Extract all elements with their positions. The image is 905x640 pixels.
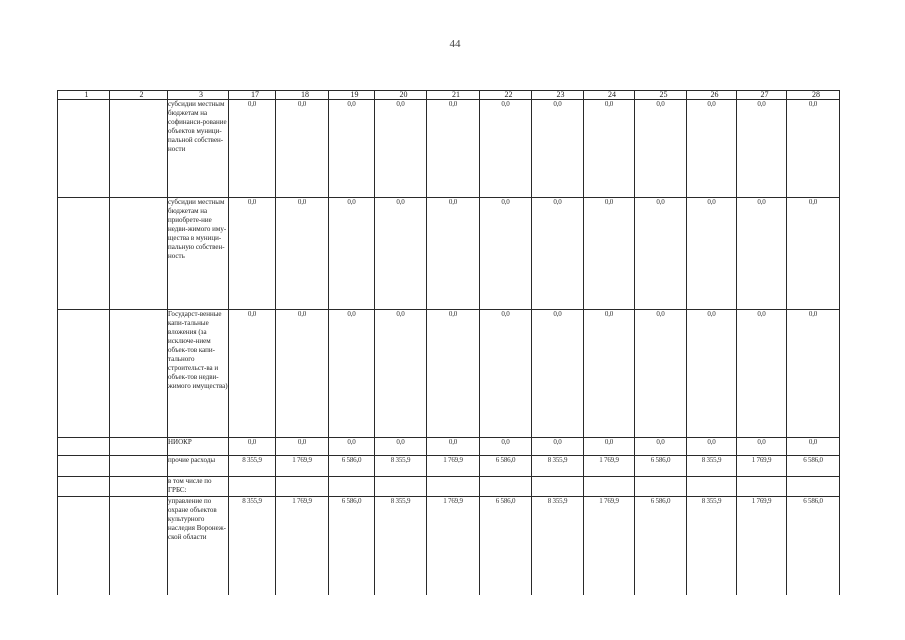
value-cell: 0,0 xyxy=(329,198,375,310)
value-cell xyxy=(480,477,532,497)
header-cell: 25 xyxy=(635,91,687,100)
header-cell: 26 xyxy=(687,91,737,100)
header-cell: 23 xyxy=(532,91,584,100)
value-cell: 0,0 xyxy=(737,438,787,456)
value-cell: 0,0 xyxy=(635,198,687,310)
value-cell: 1 769,9 xyxy=(427,497,480,596)
page-number: 44 xyxy=(449,38,461,50)
empty-cell xyxy=(110,310,168,438)
value-cell: 8 355,9 xyxy=(687,497,737,596)
value-cell xyxy=(375,477,427,497)
value-cell: 0,0 xyxy=(687,100,737,198)
value-cell: 6 586,0 xyxy=(329,497,375,596)
row-label: субсидии местным бюджетам на софинанси-рование объектов муници-пальной собствен-ности xyxy=(168,100,229,198)
value-cell xyxy=(229,477,276,497)
table-row xyxy=(58,310,840,438)
header-cell: 28 xyxy=(787,91,840,100)
value-cell: 6 586,0 xyxy=(480,497,532,596)
value-cell: 0,0 xyxy=(687,198,737,310)
empty-cell xyxy=(58,100,110,198)
value-cell: 1 769,9 xyxy=(737,497,787,596)
header-cell: 1 xyxy=(58,91,110,100)
value-cell: 1 769,9 xyxy=(427,456,480,477)
value-cell xyxy=(276,477,329,497)
row-label: субсидии местным бюджетам на приобрете-ние недви-жимого иму-щества в муници-пальную собствен-ность xyxy=(168,198,229,310)
value-cell: 6 586,0 xyxy=(329,456,375,477)
empty-cell xyxy=(58,497,110,596)
value-cell: 0,0 xyxy=(375,438,427,456)
value-cell: 8 355,9 xyxy=(687,456,737,477)
value-cell: 0,0 xyxy=(737,198,787,310)
value-cell xyxy=(737,477,787,497)
header-cell: 24 xyxy=(584,91,635,100)
value-cell: 0,0 xyxy=(787,310,840,438)
value-cell: 0,0 xyxy=(276,310,329,438)
value-cell: 0,0 xyxy=(480,198,532,310)
value-cell: 0,0 xyxy=(584,198,635,310)
value-cell: 0,0 xyxy=(427,100,480,198)
value-cell: 8 355,9 xyxy=(375,497,427,596)
value-cell: 0,0 xyxy=(427,310,480,438)
table-row xyxy=(58,497,840,596)
value-cell: 0,0 xyxy=(375,100,427,198)
value-cell: 6 586,0 xyxy=(635,456,687,477)
value-cell: 0,0 xyxy=(229,198,276,310)
value-cell: 0,0 xyxy=(635,310,687,438)
value-cell xyxy=(635,477,687,497)
value-cell: 0,0 xyxy=(329,100,375,198)
value-cell: 0,0 xyxy=(635,100,687,198)
value-cell: 0,0 xyxy=(532,438,584,456)
value-cell: 0,0 xyxy=(584,310,635,438)
value-cell: 1 769,9 xyxy=(737,456,787,477)
value-cell: 0,0 xyxy=(229,100,276,198)
value-cell: 0,0 xyxy=(427,438,480,456)
value-cell: 0,0 xyxy=(635,438,687,456)
value-cell: 0,0 xyxy=(737,100,787,198)
value-cell xyxy=(687,477,737,497)
value-cell: 1 769,9 xyxy=(584,456,635,477)
value-cell xyxy=(427,477,480,497)
empty-cell xyxy=(58,198,110,310)
empty-cell xyxy=(58,456,110,477)
empty-cell xyxy=(110,477,168,497)
value-cell: 0,0 xyxy=(687,310,737,438)
header-cell: 21 xyxy=(427,91,480,100)
value-cell: 0,0 xyxy=(329,438,375,456)
value-cell: 1 769,9 xyxy=(276,456,329,477)
header-row xyxy=(58,91,840,100)
value-cell: 8 355,9 xyxy=(375,456,427,477)
value-cell: 0,0 xyxy=(584,438,635,456)
row-label: управление по охране объектов культурного наследия Воронеж-ской области xyxy=(168,497,229,596)
header-cell: 3 xyxy=(168,91,229,100)
value-cell: 0,0 xyxy=(229,310,276,438)
value-cell: 0,0 xyxy=(276,438,329,456)
value-cell: 0,0 xyxy=(532,198,584,310)
value-cell: 0,0 xyxy=(737,310,787,438)
header-cell: 19 xyxy=(329,91,375,100)
row-label: НИОКР xyxy=(168,438,229,456)
value-cell xyxy=(532,477,584,497)
header-cell: 27 xyxy=(737,91,787,100)
table-row xyxy=(58,477,840,497)
value-cell: 6 586,0 xyxy=(480,456,532,477)
header-cell: 20 xyxy=(375,91,427,100)
table-row xyxy=(58,198,840,310)
value-cell: 1 769,9 xyxy=(276,497,329,596)
value-cell: 0,0 xyxy=(532,310,584,438)
value-cell: 0,0 xyxy=(276,198,329,310)
value-cell: 0,0 xyxy=(480,100,532,198)
value-cell xyxy=(787,477,840,497)
value-cell xyxy=(329,477,375,497)
value-cell: 0,0 xyxy=(375,198,427,310)
value-cell: 0,0 xyxy=(480,438,532,456)
value-cell: 0,0 xyxy=(229,438,276,456)
budget-table xyxy=(57,90,840,595)
value-cell: 0,0 xyxy=(329,310,375,438)
value-cell: 6 586,0 xyxy=(635,497,687,596)
value-cell: 0,0 xyxy=(787,198,840,310)
value-cell: 0,0 xyxy=(787,100,840,198)
value-cell: 0,0 xyxy=(532,100,584,198)
row-label: в том числе по ГРБС: xyxy=(168,477,229,497)
header-cell: 18 xyxy=(276,91,329,100)
empty-cell xyxy=(110,198,168,310)
empty-cell xyxy=(110,438,168,456)
value-cell: 8 355,9 xyxy=(229,497,276,596)
header-cell: 22 xyxy=(480,91,532,100)
table-row xyxy=(58,438,840,456)
empty-cell xyxy=(58,438,110,456)
table-row xyxy=(58,456,840,477)
empty-cell xyxy=(110,456,168,477)
value-cell: 0,0 xyxy=(687,438,737,456)
header-cell: 2 xyxy=(110,91,168,100)
value-cell: 0,0 xyxy=(480,310,532,438)
value-cell: 0,0 xyxy=(276,100,329,198)
header-cell: 17 xyxy=(229,91,276,100)
value-cell: 6 586,0 xyxy=(787,497,840,596)
empty-cell xyxy=(110,497,168,596)
value-cell: 8 355,9 xyxy=(532,456,584,477)
value-cell: 8 355,9 xyxy=(229,456,276,477)
value-cell: 1 769,9 xyxy=(584,497,635,596)
value-cell: 0,0 xyxy=(427,198,480,310)
value-cell xyxy=(584,477,635,497)
value-cell: 0,0 xyxy=(584,100,635,198)
row-label: Государст-венные капи-тальные вложения (за исключе-нием объек-тов капи-тального строительст-ва и объек-тов недви-жимого имущества) xyxy=(168,310,229,438)
empty-cell xyxy=(58,310,110,438)
table-row xyxy=(58,100,840,198)
row-label: прочие расходы xyxy=(168,456,229,477)
value-cell: 6 586,0 xyxy=(787,456,840,477)
empty-cell xyxy=(58,477,110,497)
empty-cell xyxy=(110,100,168,198)
value-cell: 0,0 xyxy=(787,438,840,456)
value-cell: 8 355,9 xyxy=(532,497,584,596)
value-cell: 0,0 xyxy=(375,310,427,438)
